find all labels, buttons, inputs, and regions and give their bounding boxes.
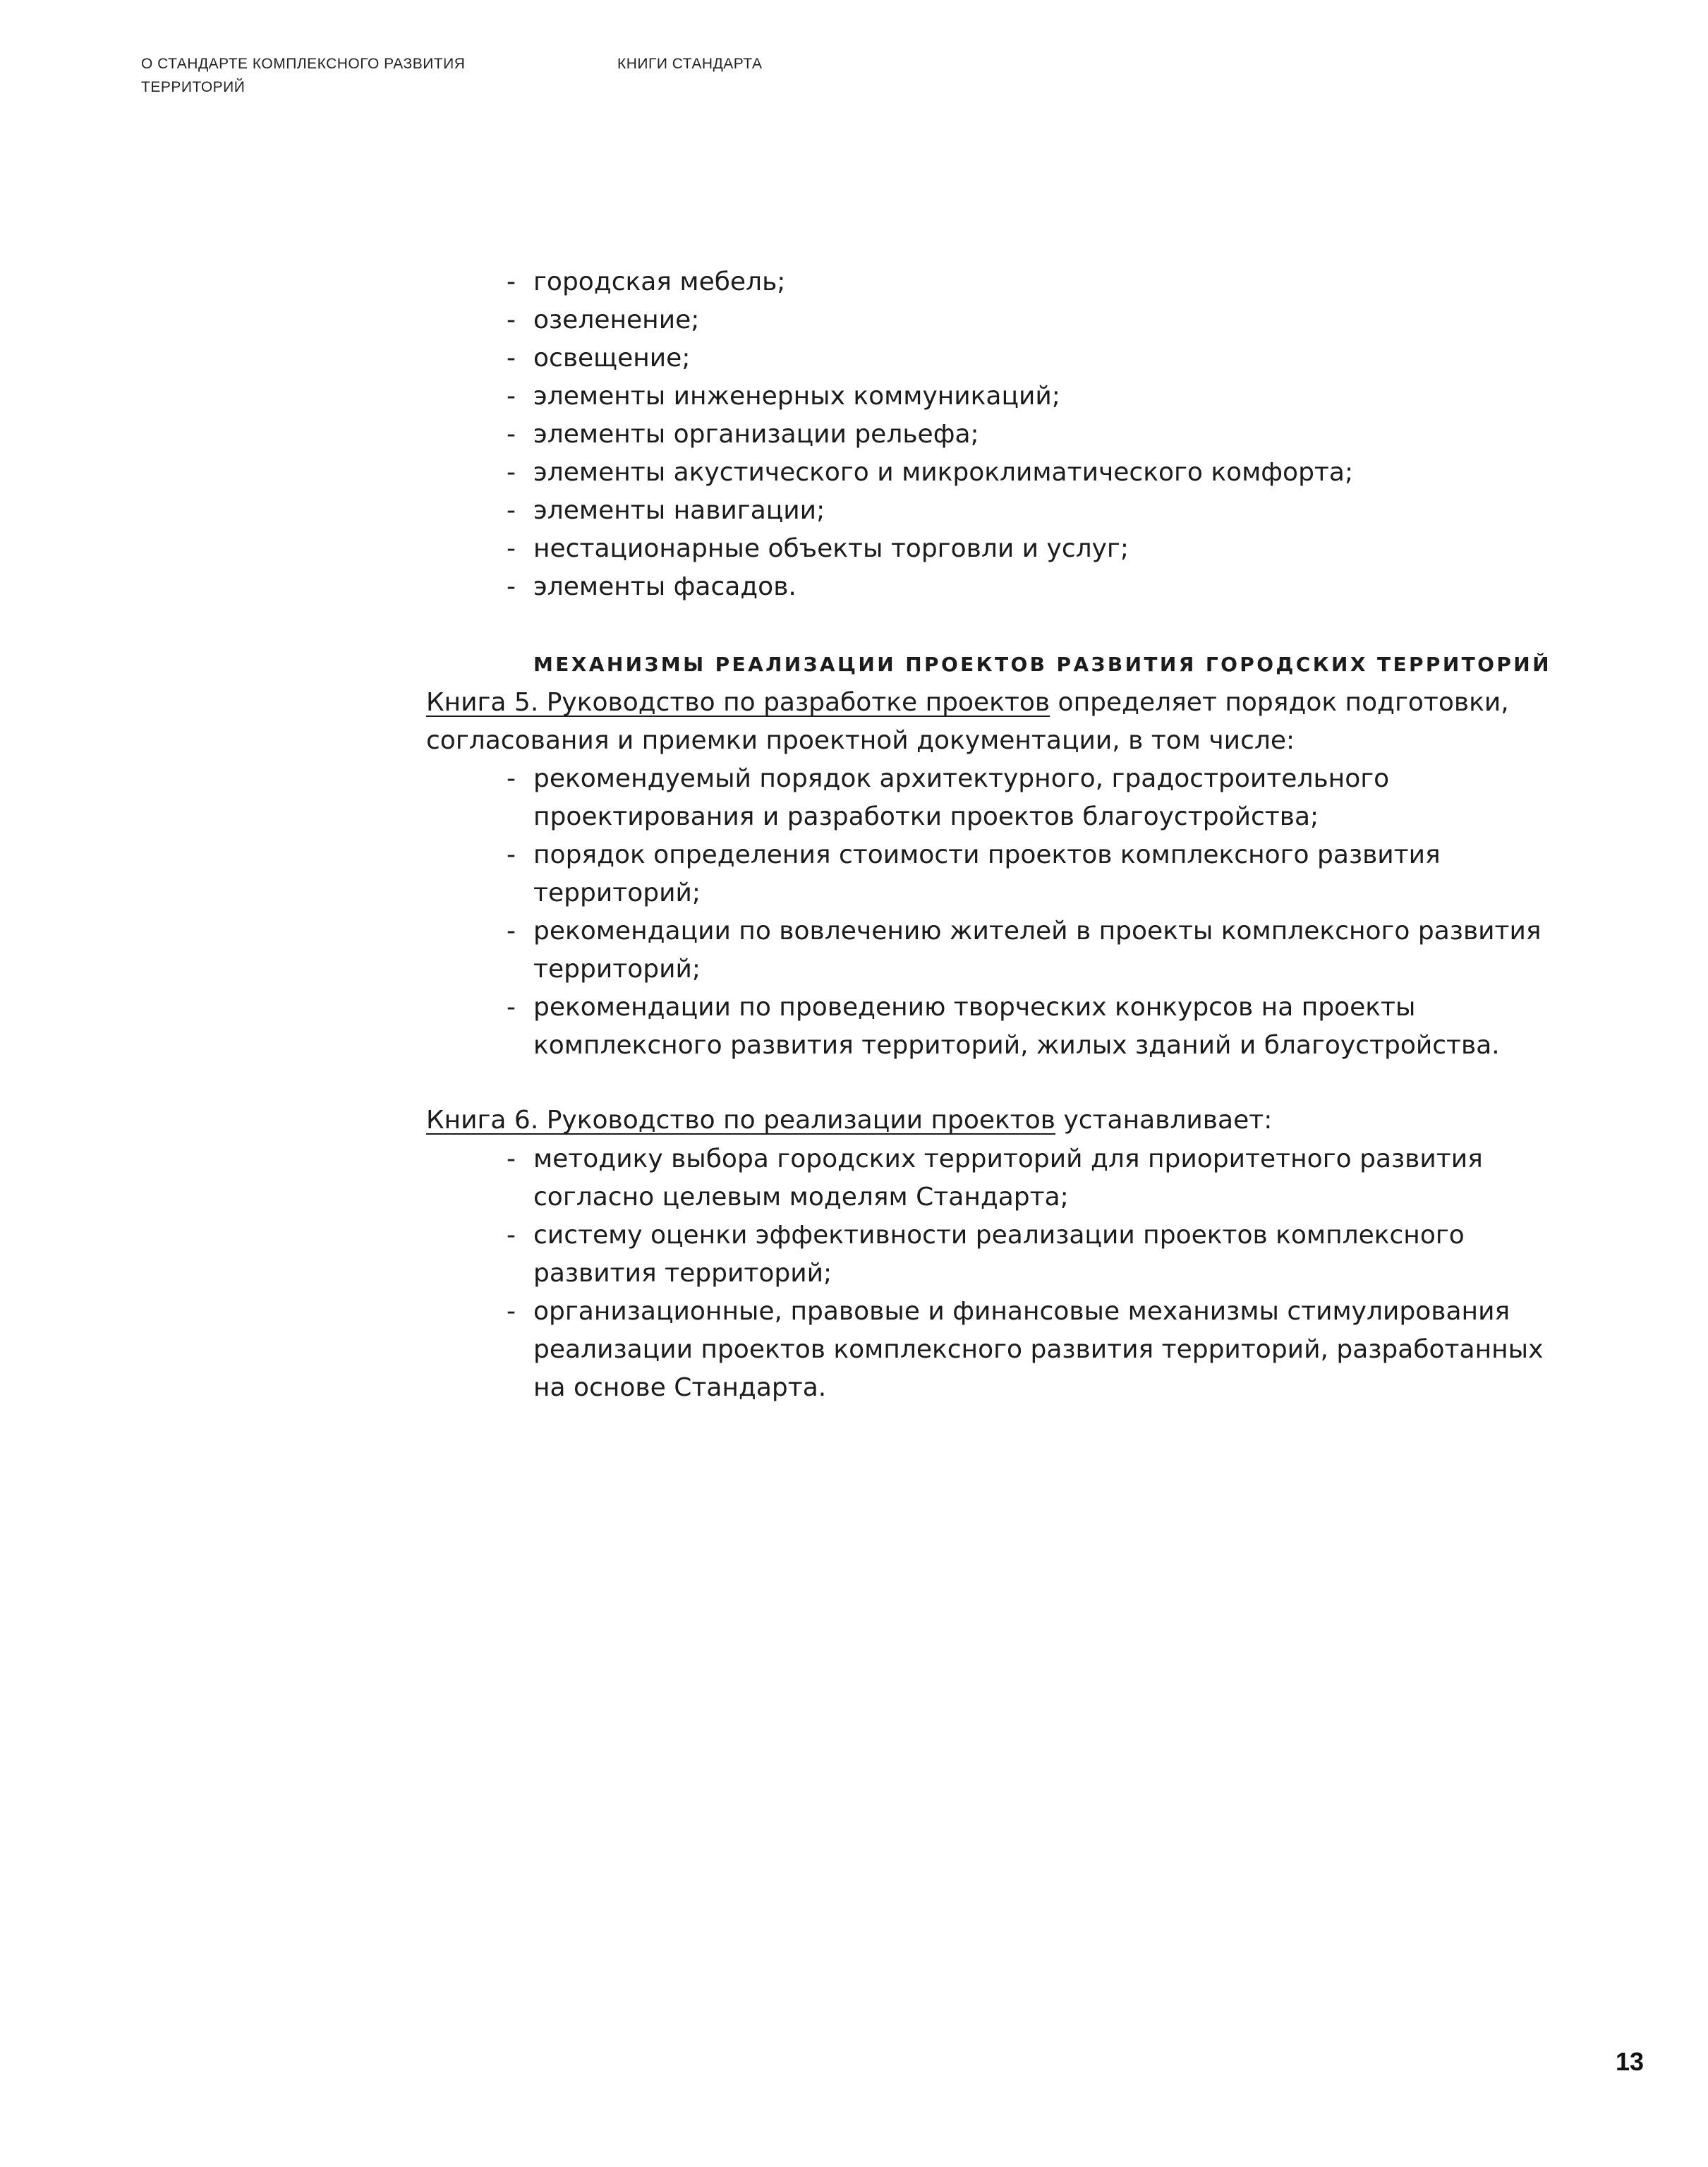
list-item: - рекомендуемый порядок архитектурного, градостроительного проектирования и разработки проектов благоустройства; <box>507 760 1544 836</box>
list-item: - элементы акустического и микроклиматического комфорта; <box>507 454 1544 492</box>
list-item: - рекомендации по вовлечению жителей в проекты комплексного развития территорий; <box>507 912 1544 989</box>
list-item: - рекомендации по проведению творческих конкурсов на проекты комплексного развития территорий, жилых зданий и благоустройства. <box>507 989 1544 1065</box>
book6-list <box>507 1140 1544 1407</box>
list-item: - нестационарные объекты торговли и услуг; <box>507 530 1544 568</box>
list-item: - элементы навигации; <box>507 492 1544 530</box>
list-item: - элементы инженерных коммуникаций; <box>507 378 1544 416</box>
list-item: - озеленение; <box>507 301 1544 339</box>
list-item: - элементы фасадов. <box>507 568 1544 606</box>
book5-list <box>507 760 1544 1065</box>
book5-link[interactable]: Книга 5. Руководство по разработке проектов <box>426 688 1050 717</box>
list-item: - освещение; <box>507 339 1544 378</box>
list-item: - методику выбора городских территорий для приоритетного развития согласно целевым моделям Стандарта; <box>507 1140 1544 1217</box>
list-item: - элементы организации рельефа; <box>507 416 1544 454</box>
book6-link[interactable]: Книга 6. Руководство по реализации проектов <box>426 1106 1056 1135</box>
running-header-section: О СТАНДАРТЕ КОМПЛЕКСНОГО РАЗВИТИЯ ТЕРРИТОРИЙ <box>141 56 466 95</box>
page-number: 13 <box>1615 2047 1644 2076</box>
running-header-chapter: КНИГИ СТАНДАРТА <box>617 56 763 72</box>
book6-paragraph <box>426 1101 1534 1140</box>
list-item: - систему оценки эффективности реализации проектов комплексного развития территорий; <box>507 1217 1544 1293</box>
list-item: - организационные, правовые и финансовые механизмы стимулирования реализации проектов комплексного развития территорий, разработанных на основе Стандарта. <box>507 1293 1544 1407</box>
section-heading: МЕХАНИЗМЫ РЕАЛИЗАЦИИ ПРОЕКТОВ РАЗВИТИЯ ГОРОДСКИХ ТЕРРИТОРИЙ <box>533 653 1551 676</box>
book6-intro: устанавливает: <box>1055 1106 1273 1135</box>
book5-paragraph <box>426 684 1534 760</box>
list-item: - городская мебель; <box>507 263 1544 301</box>
book5-intro: определяет порядок подготовки, согласования и приемки проектной документации, в том числе: <box>426 688 1509 755</box>
elements-list <box>507 263 1544 606</box>
list-item: - порядок определения стоимости проектов комплексного развития территорий; <box>507 836 1544 912</box>
